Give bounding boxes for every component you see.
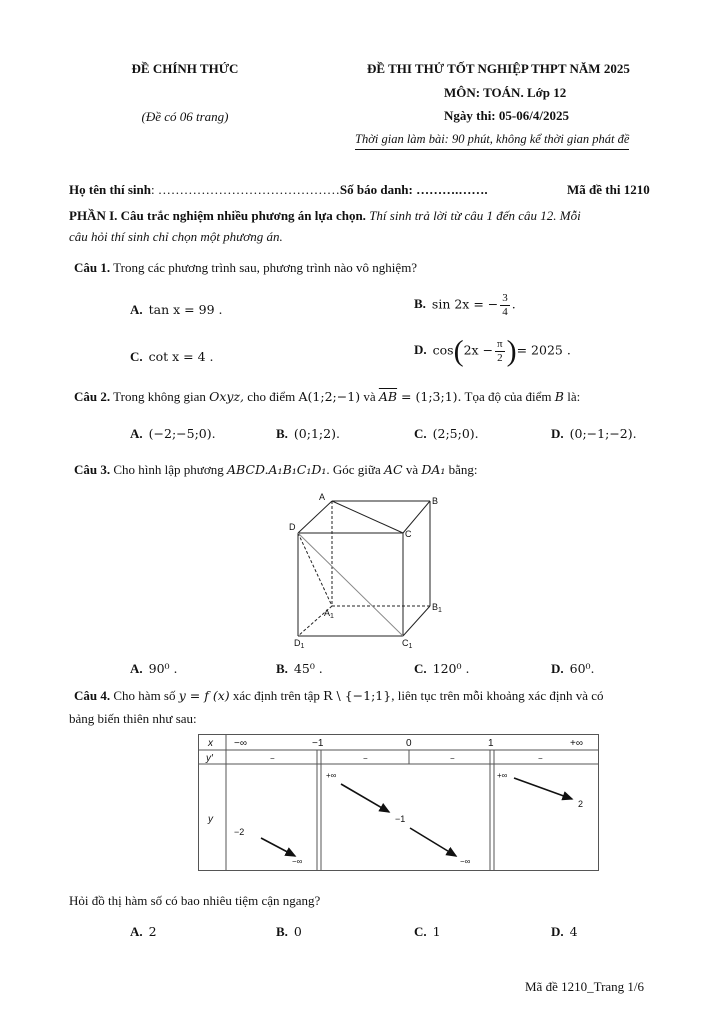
question-2: Câu 2. Trong không gian Oxyz, cho điểm A(1;2;−1) và $\overline{AB}$ = (1;3;1). Tọa độ của điểm B là:: [74, 389, 581, 404]
variation-table: [198, 734, 600, 872]
sign: −: [450, 754, 455, 763]
sbd-label: Số báo danh: ……….…….: [339, 182, 488, 197]
label-B: B: [432, 496, 439, 506]
question-3: Câu 3. Cho hình lập phương ABCD.A₁B₁C₁D₁. Góc giữa AC và DA₁ bằng:: [74, 462, 478, 477]
time-limit: Thời gian làm bài: 90 phút, không kể thời gian phát đề: [355, 132, 629, 150]
q4-line-2: bảng biến thiên như sau:: [69, 711, 197, 726]
x-value: −∞: [234, 738, 247, 749]
row-y-label: y: [208, 814, 213, 825]
q3-option-c[interactable]: C. 120⁰ .: [414, 661, 470, 676]
q1-option-d[interactable]: D. cos(2x − $\frac{\pi}{2}$ )= 2025 .: [414, 334, 571, 368]
label-B1: $B_1$: [432, 602, 442, 614]
fraction: $\frac{\pi}{2}$: [497, 338, 503, 364]
row-x-label: x: [208, 738, 213, 749]
q2-option-c[interactable]: C. (2;5;0).: [414, 426, 479, 441]
part1-title: PHẦN I. Câu trắc nghiệm nhiều phương án lựa chọn.: [69, 208, 366, 223]
page-count-note: (Đề có 06 trang): [141, 109, 229, 124]
label-A1: $A_1$: [324, 608, 334, 620]
x-value: +∞: [570, 738, 583, 749]
official-label: ĐỀ CHÍNH THỨC: [131, 61, 239, 76]
sign: −: [363, 754, 368, 763]
q3-option-a[interactable]: A. 90⁰ .: [130, 661, 178, 676]
x-value: −1: [312, 738, 324, 749]
q2-option-d[interactable]: D. (0;−1;−2).: [551, 426, 637, 441]
question-1: [74, 260, 417, 276]
q1-text: Trong các phương trình sau, phương trình nào vô nghiệm?: [110, 260, 418, 275]
exam-date: Ngày thi: 05-06/4/2025: [444, 108, 569, 123]
label-C: C: [405, 529, 412, 539]
y-value: −2: [234, 827, 245, 837]
exam-code: Mã đề thi 1210: [567, 182, 650, 197]
q4-question: Hỏi đồ thị hàm số có bao nhiêu tiệm cận ngang?: [69, 893, 321, 908]
q4-option-b[interactable]: B. 0: [276, 924, 302, 939]
q2-option-a[interactable]: A. (−2;−5;0).: [130, 426, 216, 441]
label-D: D: [289, 522, 296, 532]
fraction: $\frac{3}{4}$: [502, 292, 508, 318]
q3-option-b[interactable]: B. 45⁰ .: [276, 661, 323, 676]
label-A: A: [319, 492, 326, 502]
q1-option-a[interactable]: A. tan x = 99 .: [130, 302, 223, 317]
q4-option-c[interactable]: C. 1: [414, 924, 441, 939]
cube-figure: [280, 490, 460, 652]
y-value: −∞: [292, 857, 303, 866]
y-value: 2: [578, 799, 584, 809]
q2-option-b[interactable]: B. (0;1;2).: [276, 426, 340, 441]
q1-label: Câu 1.: [74, 260, 111, 275]
sign: −: [538, 754, 543, 763]
q1-option-b[interactable]: B. sin 2x = − $\frac{3}{4}$ .: [414, 292, 516, 318]
part1-heading: [69, 208, 581, 224]
candidate-info: [69, 182, 488, 198]
question-4: Câu 4. Cho hàm số y = f (x) xác định trên tập R \ {−1;1}, liên tục trên mỗi khoảng xác định và có: [74, 688, 604, 703]
q4-option-a[interactable]: A. 2: [130, 924, 157, 939]
part1-instruction: Thí sinh trả lời từ câu 1 đến câu 12. Mỗi: [365, 208, 581, 223]
name-dots: : ……………………………………: [151, 182, 340, 197]
label-C1: $C_1$: [402, 638, 413, 650]
part1-instruction-2: câu hỏi thí sinh chỉ chọn một phương án.: [69, 229, 283, 244]
name-label: Họ tên thí sinh: [69, 182, 151, 197]
x-value: 0: [406, 738, 412, 749]
subject-line: MÔN: TOÁN. Lớp 12: [444, 85, 567, 100]
q3-option-d[interactable]: D. 60⁰.: [551, 661, 595, 676]
page-footer: Mã đề 1210_Trang 1/6: [525, 979, 645, 994]
vector-ab: $\overline{AB}$: [378, 389, 398, 404]
x-value: 1: [488, 738, 494, 749]
y-value: +∞: [326, 771, 337, 780]
y-value: −1: [395, 814, 406, 824]
exam-title: ĐỀ THI THỬ TỐT NGHIỆP THPT NĂM 2025: [367, 61, 630, 76]
y-value: −∞: [460, 857, 471, 866]
label-D1: $D_1$: [294, 638, 305, 650]
q1-option-c[interactable]: C. cot x = 4 .: [130, 349, 214, 364]
sign: −: [270, 754, 275, 763]
y-value: +∞: [497, 771, 508, 780]
row-yprime-label: y′: [206, 753, 213, 764]
q4-option-d[interactable]: D. 4: [551, 924, 578, 939]
